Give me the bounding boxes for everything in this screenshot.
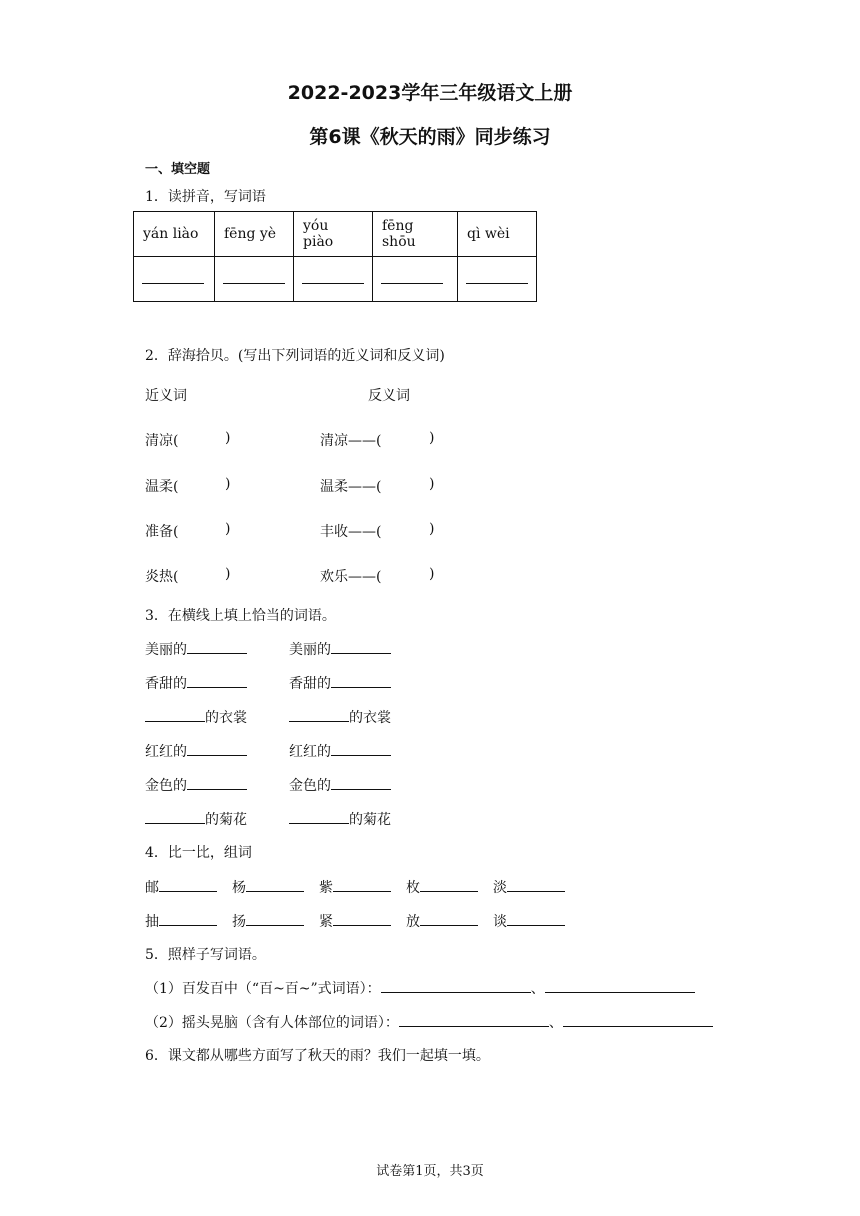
phrase-word: 的衣裳	[205, 710, 247, 726]
synonym-word: 炎热(	[145, 569, 179, 585]
fill-blank[interactable]	[331, 641, 391, 654]
phrase-fill	[145, 741, 247, 761]
char-fill	[232, 911, 304, 931]
fill-blank[interactable]	[331, 675, 391, 688]
answer-cell[interactable]	[294, 257, 373, 302]
phrase-word: 的衣裳	[349, 710, 391, 726]
answer-blank[interactable]	[302, 271, 364, 284]
title-line-1: 2022-2023学年三年级语文上册	[287, 82, 573, 104]
char-fill	[145, 877, 217, 897]
answer-cell[interactable]	[134, 257, 215, 302]
char-fill	[145, 911, 217, 931]
paren-close: )	[225, 476, 231, 492]
fill-blank[interactable]	[246, 879, 304, 892]
char-fill	[319, 911, 391, 931]
answer-blank[interactable]	[223, 271, 285, 284]
q5-item-label: （2）摇头晃脑（含有人体部位的词语）：	[145, 1015, 399, 1031]
pinyin-cell: fēng yè	[215, 212, 294, 257]
phrase-fill	[289, 809, 391, 829]
synonym-word: 温柔(	[145, 479, 179, 495]
fill-blank[interactable]	[333, 879, 391, 892]
antonym-word: 温柔——(	[320, 479, 382, 495]
question-2-prompt: 2．辞海拾贝。(写出下列词语的近义词和反义词)	[145, 348, 445, 364]
antonym-word: 欢乐——(	[320, 569, 382, 585]
phrase-fill	[289, 741, 391, 761]
fill-blank[interactable]	[507, 913, 565, 926]
pinyin-cell: yóu piào	[294, 212, 373, 257]
char-fill	[493, 877, 565, 897]
title-line-2: 第6课《秋天的雨》同步练习	[309, 126, 551, 148]
pinyin-cell: qì wèi	[458, 212, 537, 257]
phrase-fill	[145, 809, 247, 829]
paren-close: )	[429, 521, 435, 537]
fill-blank[interactable]	[187, 675, 247, 688]
antonym-word: 丰收——(	[320, 524, 382, 540]
separator: 、	[548, 1015, 563, 1031]
paren-close: )	[225, 430, 231, 446]
synonym-heading: 近义词	[145, 388, 187, 404]
antonym-word: 清凉——(	[320, 433, 382, 449]
pinyin-cell: yán liào	[134, 212, 215, 257]
answer-cell[interactable]	[458, 257, 537, 302]
fill-blank[interactable]	[187, 743, 247, 756]
answer-blank[interactable]	[466, 271, 528, 284]
char: 邮	[145, 880, 159, 896]
answer-blank[interactable]	[381, 271, 443, 284]
fill-blank[interactable]	[381, 980, 531, 993]
phrase-fill	[145, 775, 247, 795]
separator: 、	[530, 981, 545, 997]
pinyin-row	[134, 212, 537, 257]
char: 谈	[493, 914, 507, 930]
pinyin-table	[133, 211, 537, 302]
answer-cell[interactable]	[373, 257, 458, 302]
phrase-word: 红红的	[145, 744, 187, 760]
phrase-fill	[145, 707, 247, 727]
phrase-word: 美丽的	[145, 642, 187, 658]
paren-close: )	[429, 566, 435, 582]
fill-blank[interactable]	[187, 641, 247, 654]
phrase-fill	[289, 775, 391, 795]
char-fill	[493, 911, 565, 931]
phrase-fill	[289, 639, 391, 659]
char: 紧	[319, 914, 333, 930]
fill-blank[interactable]	[545, 980, 695, 993]
char-fill	[319, 877, 391, 897]
fill-blank[interactable]	[187, 777, 247, 790]
paren-close: )	[225, 521, 231, 537]
q5-item-1	[145, 978, 695, 998]
fill-blank[interactable]	[145, 709, 205, 722]
question-5-prompt: 5．照样子写词语。	[145, 947, 266, 963]
fill-blank[interactable]	[159, 913, 217, 926]
fill-blank[interactable]	[507, 879, 565, 892]
q5-item-2	[145, 1012, 713, 1032]
page-footer: 试卷第1页，共3页	[376, 1164, 484, 1179]
phrase-word: 香甜的	[289, 676, 331, 692]
fill-blank[interactable]	[246, 913, 304, 926]
char: 抽	[145, 914, 159, 930]
char: 放	[406, 914, 420, 930]
phrase-fill	[289, 707, 391, 727]
phrase-word: 金色的	[145, 778, 187, 794]
char-fill	[406, 877, 478, 897]
phrase-fill	[289, 673, 391, 693]
phrase-word: 的菊花	[205, 812, 247, 828]
question-6-prompt: 6．课文都从哪些方面写了秋天的雨？我们一起填一填。	[145, 1048, 490, 1064]
fill-blank[interactable]	[331, 743, 391, 756]
pinyin-cell: fēng shōu	[373, 212, 458, 257]
fill-blank[interactable]	[331, 777, 391, 790]
fill-blank[interactable]	[420, 879, 478, 892]
paren-close: )	[429, 476, 435, 492]
char: 杨	[232, 880, 246, 896]
char: 淡	[493, 880, 507, 896]
char: 紫	[319, 880, 333, 896]
answer-cell[interactable]	[215, 257, 294, 302]
phrase-fill	[145, 673, 247, 693]
char-fill	[406, 911, 478, 931]
fill-blank[interactable]	[399, 1014, 549, 1027]
question-1-prompt: 1．读拼音，写词语	[145, 189, 266, 205]
char-fill	[232, 877, 304, 897]
phrase-word: 红红的	[289, 744, 331, 760]
fill-blank[interactable]	[159, 879, 217, 892]
phrase-fill	[145, 639, 247, 659]
phrase-word: 美丽的	[289, 642, 331, 658]
char: 扬	[232, 914, 246, 930]
fill-blank[interactable]	[145, 811, 205, 824]
section-heading: 一、填空题	[145, 162, 211, 177]
answer-row	[134, 257, 537, 302]
synonym-word: 清凉(	[145, 433, 179, 449]
antonym-heading: 反义词	[368, 388, 410, 404]
fill-blank[interactable]	[289, 709, 349, 722]
fill-blank[interactable]	[289, 811, 349, 824]
fill-blank[interactable]	[563, 1014, 713, 1027]
paren-close: )	[429, 430, 435, 446]
question-4-prompt: 4．比一比，组词	[145, 845, 252, 861]
q5-item-label: （1）百发百中（“百~百~”式词语）：	[145, 981, 381, 997]
phrase-word: 的菊花	[349, 812, 391, 828]
fill-blank[interactable]	[333, 913, 391, 926]
phrase-word: 金色的	[289, 778, 331, 794]
paren-close: )	[225, 566, 231, 582]
question-3-prompt: 3．在横线上填上恰当的词语。	[145, 608, 336, 624]
answer-blank[interactable]	[142, 271, 204, 284]
synonym-word: 准备(	[145, 524, 179, 540]
fill-blank[interactable]	[420, 913, 478, 926]
phrase-word: 香甜的	[145, 676, 187, 692]
char: 枚	[406, 880, 420, 896]
